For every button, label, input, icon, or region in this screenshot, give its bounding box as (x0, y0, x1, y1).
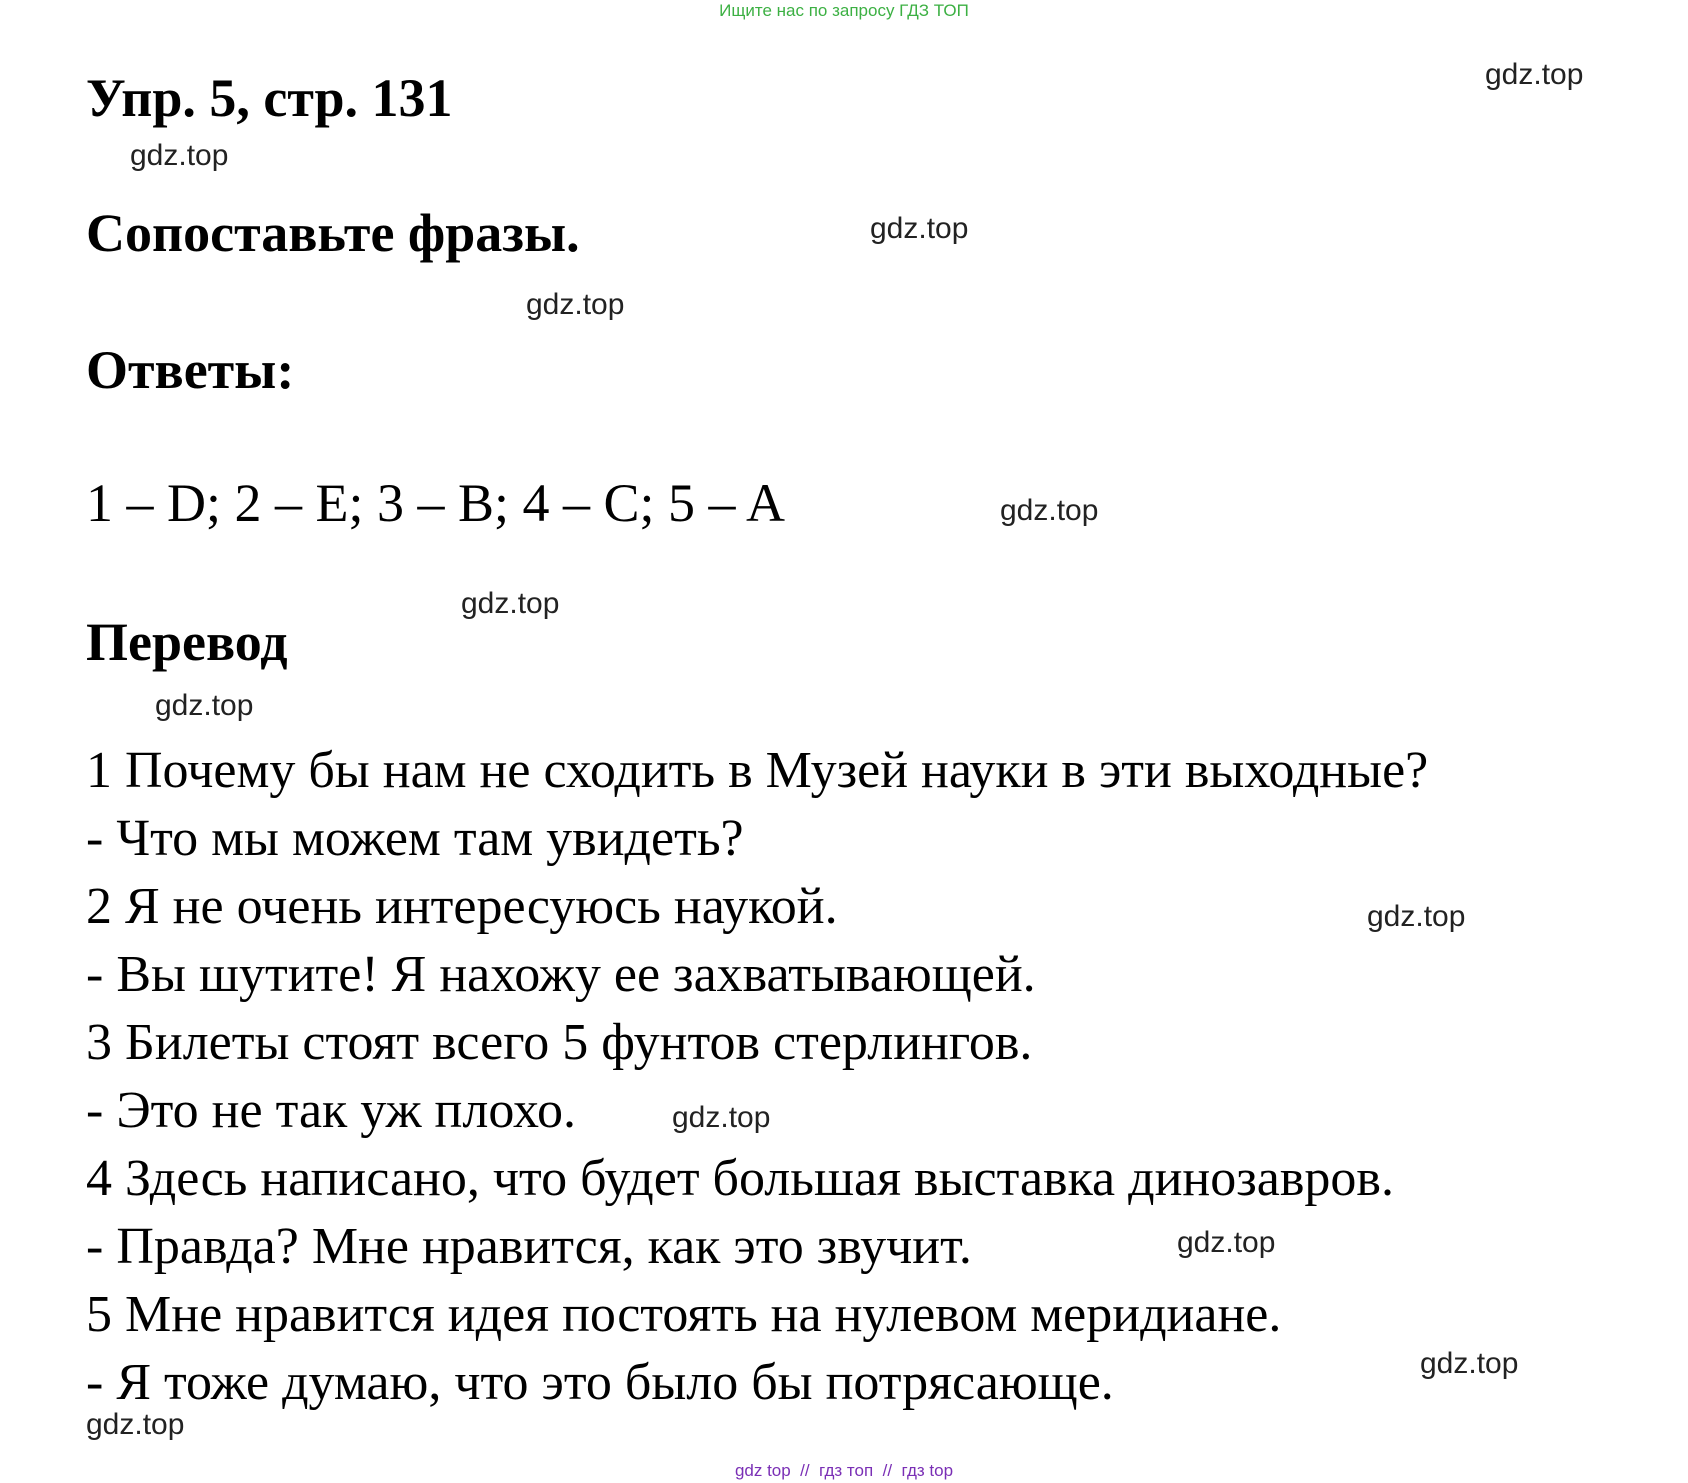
watermark: gdz.top (526, 288, 625, 321)
translation-line: - Правда? Мне нравится, как это звучит. (86, 1218, 972, 1275)
translation-block (86, 737, 1428, 1417)
watermark: gdz.top (1000, 494, 1099, 527)
watermark: gdz.top (461, 587, 560, 620)
translation-line: 4 Здесь написано, что будет большая выставка динозавров. (86, 1150, 1394, 1207)
task-instruction: Сопоставьте фразы. (86, 203, 580, 263)
answers-text: 1 – D; 2 – E; 3 – B; 4 – C; 5 – A (86, 473, 786, 533)
answers-heading: Ответы: (86, 340, 295, 400)
translation-line: 1 Почему бы нам не сходить в Музей науки в эти выходные? (86, 742, 1429, 799)
translation-line: - Вы шутите! Я нахожу ее захватывающей. (86, 946, 1036, 1003)
watermark: gdz.top (155, 689, 254, 722)
watermark: gdz.top (672, 1101, 771, 1134)
translation-line: - Что мы можем там увидеть? (86, 810, 744, 867)
translation-heading: Перевод (86, 612, 288, 672)
translation-line: 3 Билеты стоят всего 5 фунтов стерлингов. (86, 1014, 1033, 1071)
watermark: gdz.top (86, 1408, 185, 1441)
watermark: gdz.top (1367, 900, 1466, 933)
watermark: gdz.top (1485, 58, 1584, 91)
translation-line: - Это не так уж плохо. (86, 1082, 577, 1139)
watermark: gdz.top (1177, 1226, 1276, 1259)
footer-links[interactable]: gdz top // гдз топ // гдз top (734, 1461, 954, 1480)
translation-line: - Я тоже думаю, что это было бы потрясающе. (86, 1354, 1114, 1411)
watermark: gdz.top (870, 212, 969, 245)
watermark: gdz.top (130, 139, 229, 172)
exercise-title: Упр. 5, стр. 131 (86, 68, 453, 128)
watermark: gdz.top (1420, 1347, 1519, 1380)
translation-line: 5 Мне нравится идея постоять на нулевом меридиане. (86, 1286, 1282, 1343)
translation-line: 2 Я не очень интересуюсь наукой. (86, 878, 838, 935)
top-banner[interactable]: Ищите нас по запросу ГДЗ ТОП (719, 1, 969, 20)
